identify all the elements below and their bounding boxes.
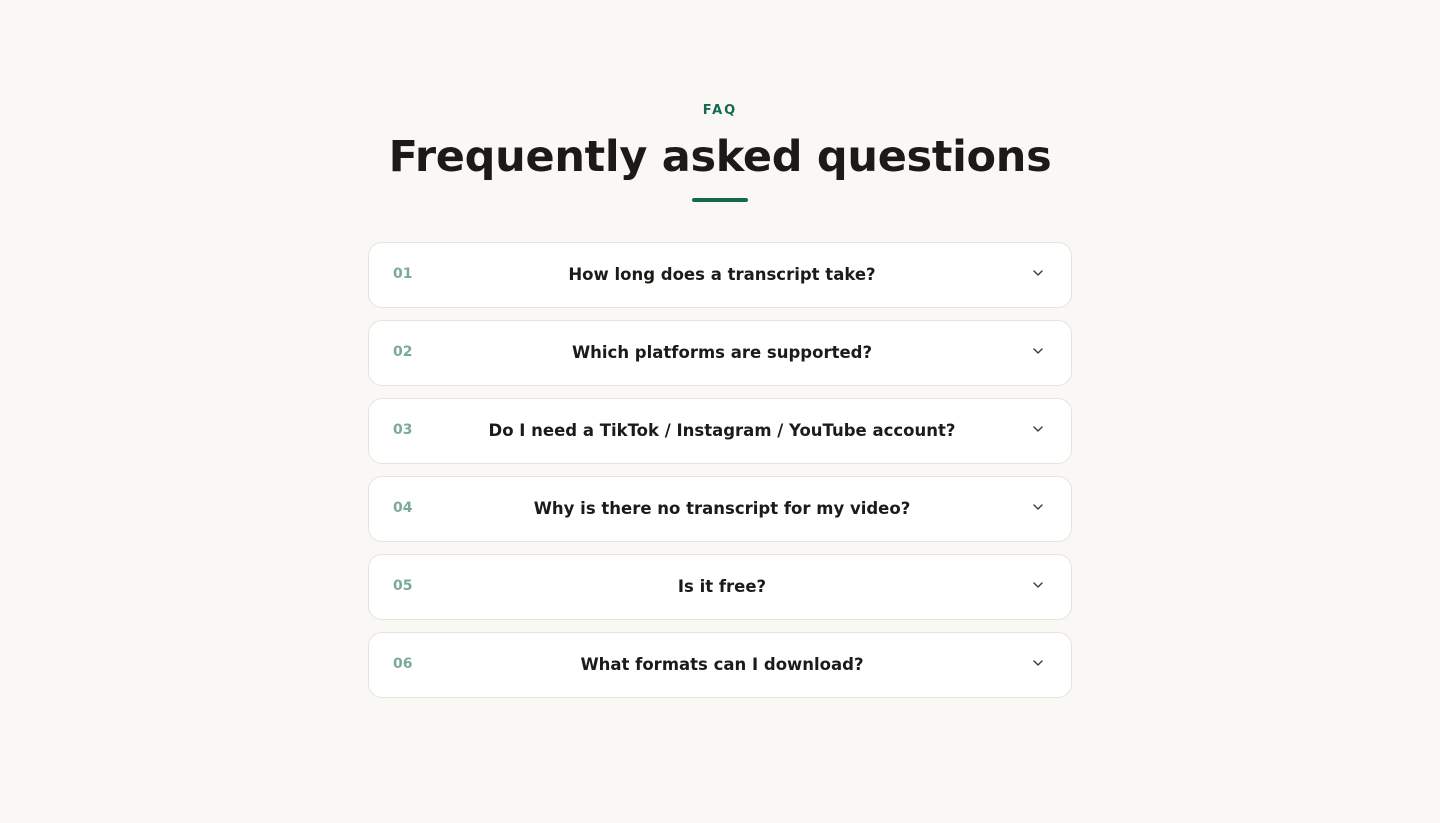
faq-question: Do I need a TikTok / Instagram / YouTube account?: [488, 421, 956, 440]
faq-question: Which platforms are supported?: [571, 343, 873, 362]
faq-number: 03: [393, 422, 413, 438]
faq-number: 05: [393, 578, 413, 594]
faq-question: Why is there no transcript for my video?: [533, 499, 911, 518]
faq-number: 01: [393, 266, 413, 282]
page-title: Frequently asked questions: [388, 132, 1052, 182]
faq-question: Is it free?: [677, 577, 767, 596]
faq-number: 02: [393, 344, 413, 360]
faq-item-1[interactable]: [368, 242, 1072, 308]
faq-item-4[interactable]: [368, 476, 1072, 542]
faq-item-5[interactable]: [368, 554, 1072, 620]
faq-item-2[interactable]: [368, 320, 1072, 386]
title-underline: [692, 198, 748, 202]
chevron-down-icon: [1031, 266, 1045, 280]
section-eyebrow: FAQ: [702, 103, 738, 118]
chevron-down-icon: [1031, 422, 1045, 436]
chevron-down-icon: [1031, 656, 1045, 670]
faq-number: 04: [393, 500, 413, 516]
chevron-down-icon: [1031, 578, 1045, 592]
chevron-down-icon: [1031, 500, 1045, 514]
faq-number: 06: [393, 656, 413, 672]
faq-item-6[interactable]: [368, 632, 1072, 698]
faq-question: How long does a transcript take?: [568, 265, 876, 284]
faq-list: [368, 242, 1072, 698]
faq-question: What formats can I download?: [580, 655, 864, 674]
faq-item-3[interactable]: [368, 398, 1072, 464]
chevron-down-icon: [1031, 344, 1045, 358]
